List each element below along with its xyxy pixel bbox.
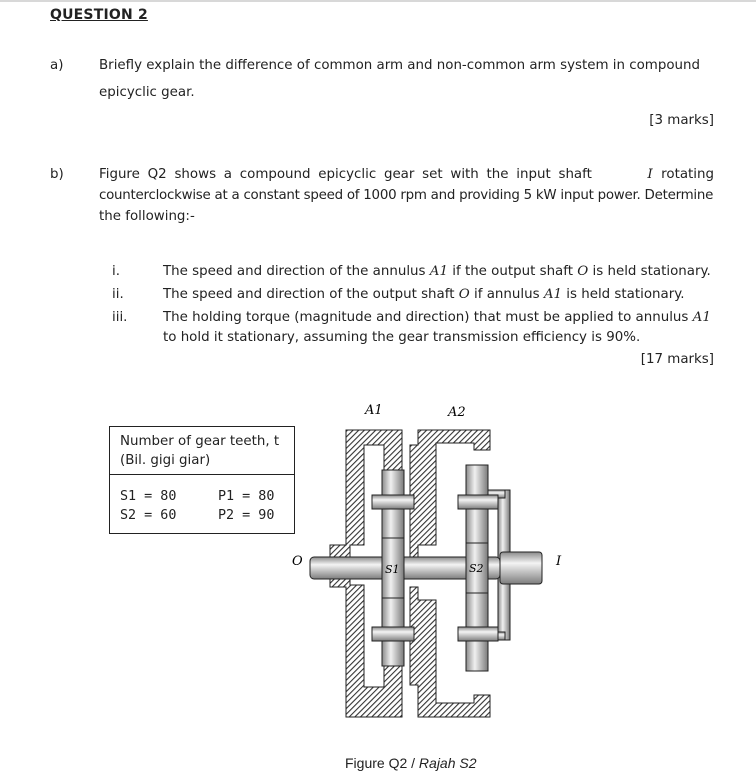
item-i-var2: O <box>577 264 589 279</box>
label-output-o: O <box>292 554 303 569</box>
item-ii-var2: A1 <box>543 287 563 302</box>
item-ii-post: is held stationary. <box>566 287 685 302</box>
gear-teeth-table <box>109 426 295 534</box>
item-iii-text <box>163 310 711 325</box>
item-ii-mid: if annulus <box>474 287 540 302</box>
item-i-mid: if the output shaft <box>452 264 573 279</box>
item-i-pre: The speed and direction of the annulus <box>163 264 426 279</box>
part-b-line1-pre: Figure Q2 shows a compound epicyclic gear set with the input shaft <box>99 167 592 182</box>
gear-table-subtitle: (Bil. gigi giar) <box>120 453 211 468</box>
top-divider <box>0 0 756 2</box>
planet-p2-upper-pin <box>458 495 498 509</box>
part-a-question <box>99 55 714 77</box>
item-ii-var1: O <box>458 287 470 302</box>
label-a2: A2 <box>448 405 466 420</box>
item-i-post: is held stationary. <box>592 264 711 279</box>
figure-caption-main: Figure Q2 / <box>345 755 419 771</box>
item-ii-number: ii. <box>112 287 124 302</box>
item-ii-text <box>163 287 685 302</box>
part-b-line1 <box>99 164 714 186</box>
part-b-line3: the following:- <box>99 209 195 224</box>
part-a-marks: [3 marks] <box>649 113 714 128</box>
gear-p1: P1 = 80 <box>218 489 275 504</box>
part-b-line1-post: rotating <box>661 167 714 182</box>
part-a-label: a) <box>50 58 64 73</box>
item-i-text <box>163 264 711 279</box>
gear-s1: S1 = 80 <box>120 489 177 504</box>
item-iii-var1: A1 <box>692 310 711 325</box>
figure-caption <box>345 755 477 771</box>
planet-p1-upper-pin <box>372 495 414 509</box>
label-a1: A1 <box>365 403 383 418</box>
part-a-text-line2: epicyclic gear. <box>99 85 195 100</box>
item-i-var1: A1 <box>429 264 448 279</box>
planet-p1-lower-pin <box>372 627 414 641</box>
input-shaft <box>500 552 542 584</box>
item-iii-line2: to hold it stationary, assuming the gear transmission efficiency is 90%. <box>163 330 641 345</box>
compound-epicyclic-gear-diagram <box>280 395 580 730</box>
label-s2: S2 <box>469 562 484 575</box>
part-a-text-line1: Briefly explain the difference of common arm and non-common arm system in compound <box>99 58 701 73</box>
gear-table-header <box>110 427 294 475</box>
label-s1: S1 <box>385 563 400 576</box>
label-input-i: I <box>556 554 562 569</box>
item-i-number: i. <box>112 264 120 279</box>
item-ii-pre: The speed and direction of the output shaft <box>163 287 455 302</box>
gear-table-title: Number of gear teeth, t <box>120 434 280 449</box>
gear-p2: P2 = 90 <box>218 508 275 523</box>
gear-s2: S2 = 60 <box>120 508 177 523</box>
question-title: QUESTION 2 <box>50 7 148 23</box>
part-b-label: b) <box>50 167 64 182</box>
part-b-line2: counterclockwise at a constant speed of 1000 rpm and providing 5 kW input power. Determine <box>99 188 714 203</box>
figure-caption-italic: Rajah S2 <box>418 755 477 771</box>
part-b-marks: [17 marks] <box>640 352 714 367</box>
item-iii-number: iii. <box>112 310 128 325</box>
item-iii-pre: The holding torque (magnitude and direction) that must be applied to annulus <box>163 310 689 325</box>
input-shaft-symbol: I <box>647 167 653 182</box>
planet-p2-lower-pin <box>458 627 498 641</box>
